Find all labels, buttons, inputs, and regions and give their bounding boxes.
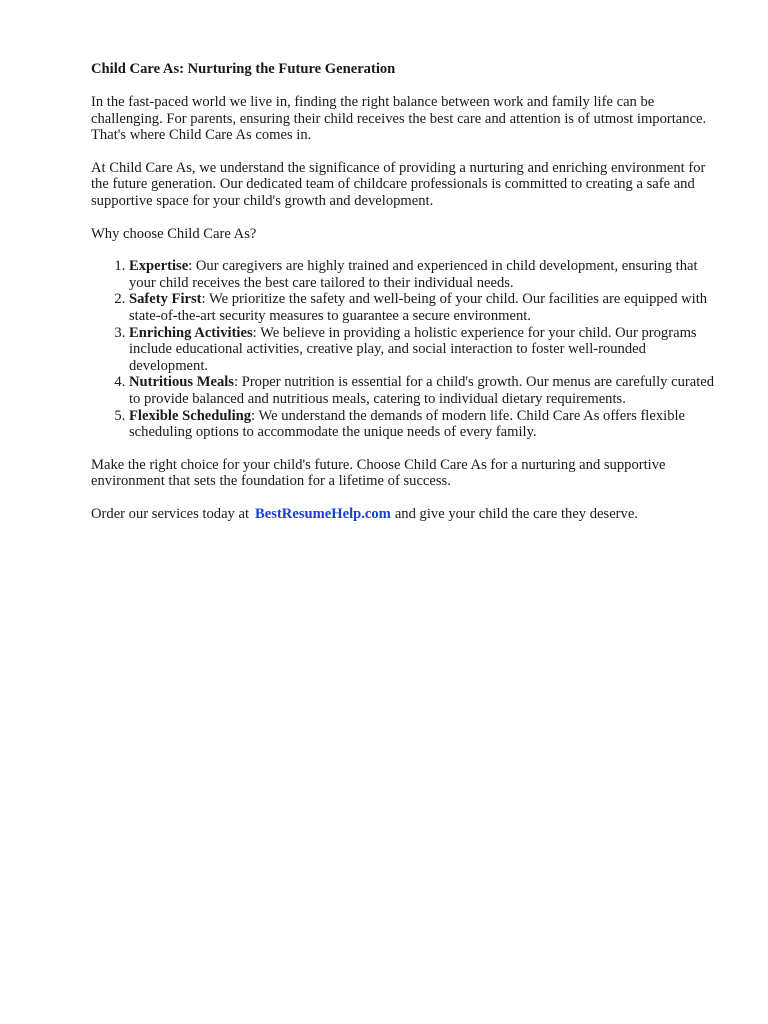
list-item-text: We understand the demands of modern life. Child Care As offers flexible scheduling options to accommodate the unique needs of every family. — [129, 407, 686, 441]
list-item: 2. Safety First: We prioritize the safety and well-being of your child. Our facilities are equipped with state-of-the-art security measures to guarantee a secure environment. — [129, 291, 716, 324]
list-item: 5. Flexible Scheduling: We understand the demands of modern life. Child Care As offers flexible scheduling options to accommodate the unique needs of every family. — [129, 408, 716, 441]
document-page — [91, 61, 716, 538]
list-item: 1. Expertise: Our caregivers are highly trained and experienced in child development, ensuring that your child receives the best care tailored to their individual needs. — [129, 258, 716, 291]
list-item-term: Enriching Activities — [129, 324, 253, 341]
list-item-term: Expertise — [129, 258, 189, 275]
list-item-term: Nutritious Meals — [129, 374, 234, 391]
order-paragraph — [91, 506, 716, 523]
features-list — [91, 258, 716, 441]
about-paragraph: At Child Care As, we understand the significance of providing a nurturing and enriching environment for the future generation. Our dedicated team of childcare professionals is committed to creating a safe and supportive space for your child's growth and development. — [91, 159, 706, 209]
list-item-text: We prioritize the safety and well-being of your child. Our facilities are equipped with state-of-the-art security measures to guarantee a secure environment. — [129, 291, 708, 324]
list-item-text: Our caregivers are highly trained and experienced in child development, ensuring that your child receives the best care tailored to their individual needs. — [129, 258, 698, 291]
closing-paragraph: Make the right choice for your child's future. Choose Child Care As for a nurturing and supportive environment that sets the foundation for a lifetime of success. — [91, 456, 666, 490]
order-text-before: Order our services today at — [91, 505, 250, 522]
why-choose-heading: Why choose Child Care As? — [91, 225, 257, 242]
list-item-text: We believe in providing a holistic experience for your child. Our programs include educational activities, creative play, and social interaction to foster well-rounded development. — [129, 324, 697, 374]
document-title: Child Care As: Nurturing the Future Generation — [91, 61, 396, 77]
list-item-term: Flexible Scheduling — [129, 407, 252, 424]
list-item-text: Proper nutrition is essential for a child's growth. Our menus are carefully curated to provide balanced and nutritious meals, catering to individual dietary requirements. — [129, 374, 715, 407]
best-resume-help-link[interactable]: BestResumeHelp.com — [255, 505, 391, 522]
list-item: 3. Enriching Activities: We believe in providing a holistic experience for your child. Our programs include educational activities, creative play, and social interaction to foster well-rounded development. — [129, 325, 716, 375]
list-item-term: Safety First — [129, 291, 202, 308]
intro-paragraph: In the fast-paced world we live in, finding the right balance between work and family life can be challenging. For parents, ensuring their child receives the best care and attention is of utmost importance. That's where Child Care As comes in. — [91, 94, 707, 144]
order-text-after: and give your child the care they deserve. — [394, 505, 638, 522]
list-item: 4. Nutritious Meals: Proper nutrition is essential for a child's growth. Our menus are carefully curated to provide balanced and nutritious meals, catering to individual dietary requirements. — [129, 374, 716, 407]
